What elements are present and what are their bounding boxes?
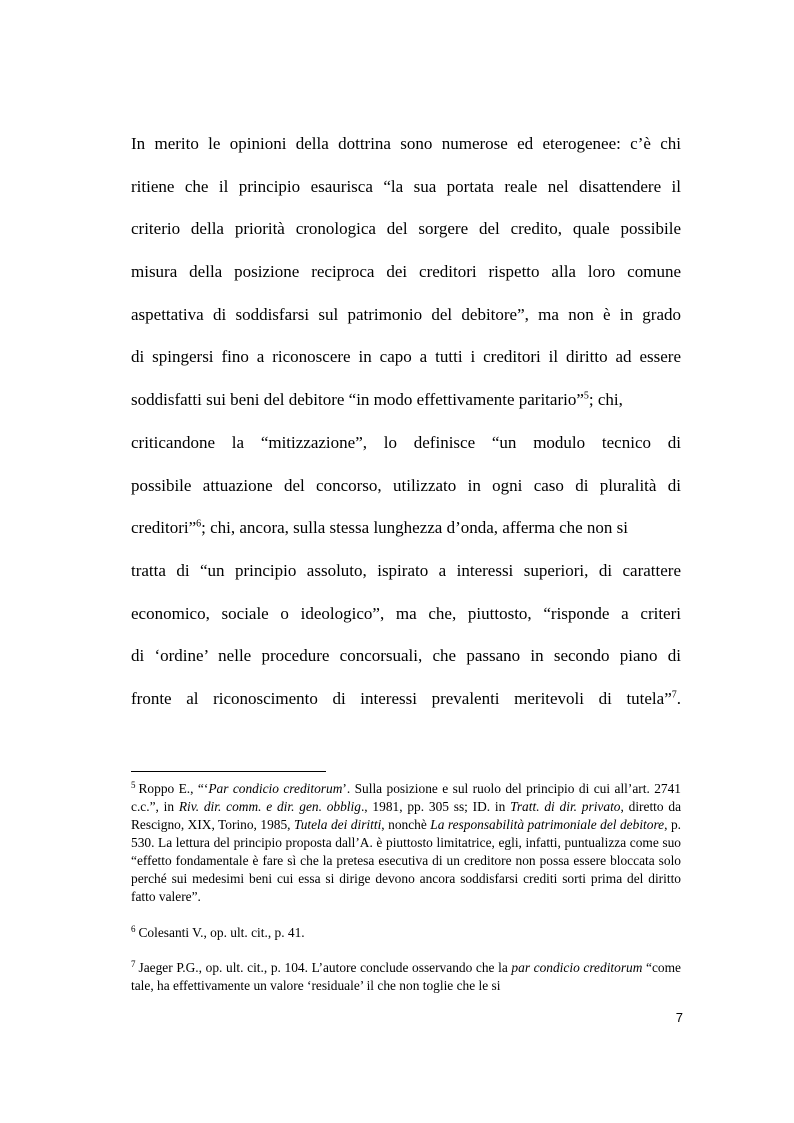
text-line: misura della posizione reciproca dei creditori rispetto alla loro comune [131, 262, 681, 282]
footnote-separator [131, 771, 326, 772]
text-segment: . [676, 688, 681, 708]
text-line [131, 683, 681, 726]
footnote-7 [131, 959, 681, 995]
footnote-5 [131, 780, 681, 906]
footnote-text: Colesanti V., op. ult. cit., p. 41. [138, 925, 305, 940]
footnote-text: , nonchè [381, 817, 431, 832]
footnote-ref-5: 5 [583, 390, 589, 402]
text-line: ritiene che il principio esaurisca “la sua portata reale nel disattendere il [131, 176, 681, 196]
text-line: tratta di “un principio assoluto, ispirato a interessi superiori, di carattere [131, 560, 681, 580]
text-segment: fronte al riconoscimento di interessi prevalenti meritevoli di tutela” [131, 688, 672, 708]
footnote-text: ’. Sulla posizione e sul ruolo del principio di cui all’art. 2741 c.c.”, in [131, 781, 682, 814]
text-line: di spingersi fino a riconoscere in capo a tutti i creditori il diritto ad essere [131, 347, 681, 367]
footnote-italic: Riv. dir. comm. e dir. gen. obblig [178, 799, 361, 814]
footnote-ref-7: 7 [671, 689, 677, 701]
footnote-number: 6 [131, 923, 136, 934]
footnote-text: Jaeger P.G., op. ult. cit., p. 104. L’autore conclude osservando che la [138, 960, 512, 975]
footnote-italic: Tratt. di dir. privato [510, 799, 621, 814]
text-segment: ; chi, ancora, sulla stessa lunghezza d’onda, afferma che non si [201, 518, 629, 538]
text-line: di ‘ordine’ nelle procedure concorsuali, che passano in secondo piano di [131, 646, 681, 666]
footnote-text: Roppo E., “‘ [138, 781, 209, 796]
main-paragraph [131, 128, 681, 726]
footnote-italic: Par condicio creditorum [208, 781, 343, 796]
text-line [131, 384, 681, 427]
footnote-italic: par condicio creditorum [511, 960, 643, 975]
page-number: 7 [675, 1010, 683, 1025]
footnotes [131, 780, 681, 995]
footnote-italic: Tutela dei diritti [293, 817, 382, 832]
text-segment: ; chi, [588, 390, 623, 410]
text-line: criticandone la “mitizzazione”, lo definisce “un modulo tecnico di [131, 432, 681, 452]
text-segment: soddisfatti sui beni del debitore “in modo effettivamente paritario” [131, 390, 584, 410]
text-line: criterio della priorità cronologica del sorgere del credito, quale possibile [131, 219, 681, 239]
footnote-text: ., 1981, pp. 305 ss; ID. in [360, 799, 511, 814]
footnote-text: “come tale, ha effettivamente un valore ‘residuale’ il che non toglie che le si [131, 960, 681, 993]
footnote-italic: La responsabilità patrimoniale del debitore [430, 817, 665, 832]
footnote-number: 5 [131, 779, 136, 790]
text-line: economico, sociale o ideologico”, ma che, piuttosto, “risponde a criteri [131, 603, 681, 623]
text-line: aspettativa di soddisfarsi sul patrimonio del debitore”, ma non è in grado [131, 304, 681, 324]
footnote-ref-6: 6 [196, 518, 202, 530]
footnote-6 [131, 924, 681, 942]
footnote-text: , p. 530. La lettura del principio proposta dall’A. è piuttosto limitatrice, egli, infatti, puntualizza come suo “effetto fondamentale è fare sì che la pretesa esecutiva di un creditore non possa essere bloccata solo perché sui medesimi beni cui essa si dirige devono ancora soddisfarsi crediti sorti prima del diritto fatto valere”. [131, 817, 681, 904]
footnote-text: , diretto da Rescigno, XIX, Torino, 1985, [131, 799, 682, 832]
text-line: In merito le opinioni della dottrina sono numerose ed eterogenee: c’è chi [131, 134, 681, 153]
text-line [131, 512, 681, 555]
text-segment: creditori” [131, 518, 197, 538]
footnote-number: 7 [131, 958, 136, 969]
text-line: possibile attuazione del concorso, utilizzato in ogni caso di pluralità di [131, 475, 681, 495]
